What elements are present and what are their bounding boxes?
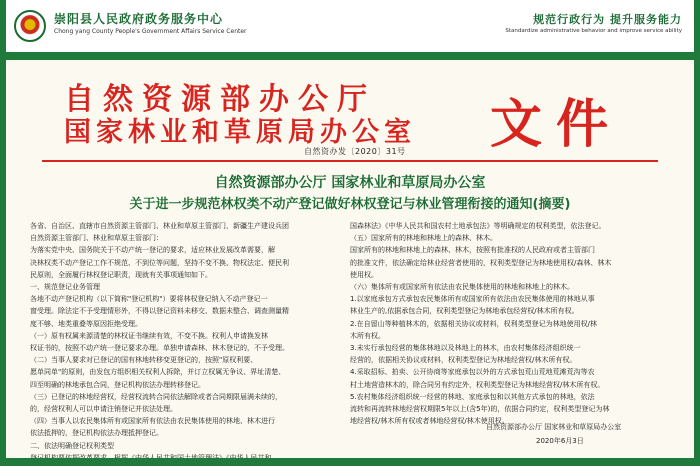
body-text-line: （三）已登记的林地经营权，经营权流转合同依法解除或者合同期限届满未续的， bbox=[30, 392, 282, 401]
red-separator-line bbox=[42, 160, 658, 162]
body-text-line: 木所有权。 bbox=[350, 331, 385, 340]
body-text-line: 四至明确的林地承包合同，登记机构依法办理转移登记。 bbox=[30, 380, 205, 389]
issuer-line-2: 国家林业和草原局办公室 bbox=[64, 117, 416, 148]
center-name-english: Chong yang County People's Government Affairs Service Center bbox=[54, 28, 247, 35]
body-text-line: 民原则，全面履行林权登记职责，现就有关事项通知如下。 bbox=[30, 270, 212, 279]
body-text-line: 经营的，依据相关协议或材料，权利类型登记为林地经营权/林木所有权。 bbox=[350, 356, 577, 365]
body-text-line: （六）集体所有或国家所有依法由农民集体使用的林地和林地上的林木。 bbox=[350, 283, 574, 292]
body-text-line: 林业生产的,依据承包合同，权利类型登记为林地承包经营权/林木所有权。 bbox=[350, 307, 579, 316]
body-text-line: 为落实党中央、国务院关于不动产统一登记的要求，适应林业发展改革需要，解 bbox=[30, 246, 275, 255]
body-text-line: 各省、自治区、直辖市自然资源主管部门、林业和草原主管部门，新疆生产建设兵团 bbox=[30, 222, 289, 230]
body-left-column bbox=[30, 220, 330, 464]
body-text-line: 流转和再流转林地经营权期限5年以上(含5年)的，依据合同约定，权利类型登记为林 bbox=[350, 405, 610, 414]
center-name: 崇阳县人民政府政务服务中心 bbox=[54, 12, 224, 26]
body-text-line: 各地不动产登记机构（以下简称"登记机构"）要将林权登记纳入不动产登记一 bbox=[30, 295, 268, 304]
body-text-line: 国森林法》《中华人民共和国农村土地承包法》等明确规定的权利类型，依法登记。 bbox=[350, 222, 606, 230]
body-right-column bbox=[350, 220, 672, 427]
signature-issuers: 自然资源部办公厅 国家林业和草原局办公室 bbox=[486, 423, 622, 431]
body-text-line: 村土地营造林木的，除合同另有约定外，权利类型登记为林地经营权/林木所有权。 bbox=[350, 380, 605, 389]
body-text-line: 依法抵押的，登记机构依法办理抵押登记。 bbox=[30, 429, 163, 438]
body-text-line: 2.在自留山等种植林木的，依据相关协议或材料，权利类型登记为林地使用权/林 bbox=[350, 319, 598, 328]
body-text-line: 3.未实行承包经营的集体林地以及林地上的林木，由农村集体经济组织统一 bbox=[350, 344, 581, 353]
footer-strip bbox=[6, 458, 694, 466]
body-text-line: 一、规范登记业务管理 bbox=[30, 283, 100, 292]
body-text-line: 决林权类不动产登记工作不规范、不到位等问题，坚持不变不换、物权法定、便民利 bbox=[30, 258, 289, 267]
body-text-line: 5.农村集体经济组织统一经营的林地、家庭承包和以其他方式承包的林地，依法 bbox=[350, 392, 595, 401]
slogan-english: Standardize administrative behavior and improve service ability bbox=[505, 28, 682, 34]
body-text-line: 窗受理。除法定不予受理情形外，不得以登记资料未移交、数据未整合、调查测量精 bbox=[30, 307, 289, 316]
body-text-line: 1.以家庭承包方式承包农民集体所有或国家所有依法由农民集体使用的林地从事 bbox=[350, 295, 595, 304]
body-text-line: 地经营权/林木所有权或者林地经营权/林木使用权。 bbox=[350, 417, 509, 426]
body-text-line: 自然资源主管部门、林业和草原主管部门： bbox=[30, 234, 163, 243]
slogan: 规范行政行为 提升服务能力 bbox=[533, 13, 682, 26]
body-text-line: 二、依法明确登记权利类型 bbox=[30, 441, 114, 450]
notice-title: 关于进一步规范林权类不动产登记做好林权登记与林业管理衔接的通知(摘要) bbox=[129, 197, 571, 212]
body-text-line: 4.采取招标、拍卖、公开协商等家庭承包以外的方式承包荒山荒地荒滩荒沟等农 bbox=[350, 368, 595, 377]
body-text-line: 国家所有的林地和林地上的森林、林木，按照有批准权的人民政府或者主管部门 bbox=[350, 246, 595, 255]
header-divider bbox=[6, 52, 694, 60]
body-text-line: 使用权。 bbox=[350, 270, 378, 279]
body-text-line: 度不够、地类重叠等原因拒绝受理。 bbox=[30, 319, 142, 328]
body-text-line: 愿单同单"的原则，由发包方组织相关权利人拆除，并订立权属无争议、界址清楚、 bbox=[30, 368, 286, 377]
body-text-line: 的，经营权利人可以申请注销登记并依法处理。 bbox=[30, 405, 177, 414]
issuer-line-1: 自然资源部办公厅 bbox=[64, 82, 376, 117]
body-text-line: 的批准文件，依法确定给林业经营者使用的，权利类型登记为林地使用权/森林、林木 bbox=[350, 258, 612, 267]
document-word: 文件 bbox=[490, 94, 623, 155]
body-text-line: （一）原有权属来源清楚的林权证书继续有效，不变不换。权利人申请换发林 bbox=[30, 331, 268, 340]
document-number: 自然资办发〔2020〕31号 bbox=[304, 147, 406, 156]
body-text-line: （二）当事人要求对已登记的国有林地转移变更登记的，按照"原权利要、 bbox=[30, 356, 258, 365]
header-bar bbox=[6, 0, 694, 54]
notice-issuers: 自然资源部办公厅 国家林业和草原局办公室 bbox=[214, 175, 486, 191]
government-emblem-icon bbox=[14, 10, 46, 42]
body-text-line: 权证书的，按照不动产统一登记要求办理。单独申请森林、林木登记的，不予受理。 bbox=[30, 344, 289, 353]
body-text-line: （四）当事人以农民集体所有或国家所有依法由农民集体使用的林地、林木进行 bbox=[30, 417, 275, 426]
body-text-line: （五）国家所有的林地和林地上的森林、林木。 bbox=[350, 234, 497, 243]
signature-date: 2020年6月3日 bbox=[536, 437, 584, 445]
